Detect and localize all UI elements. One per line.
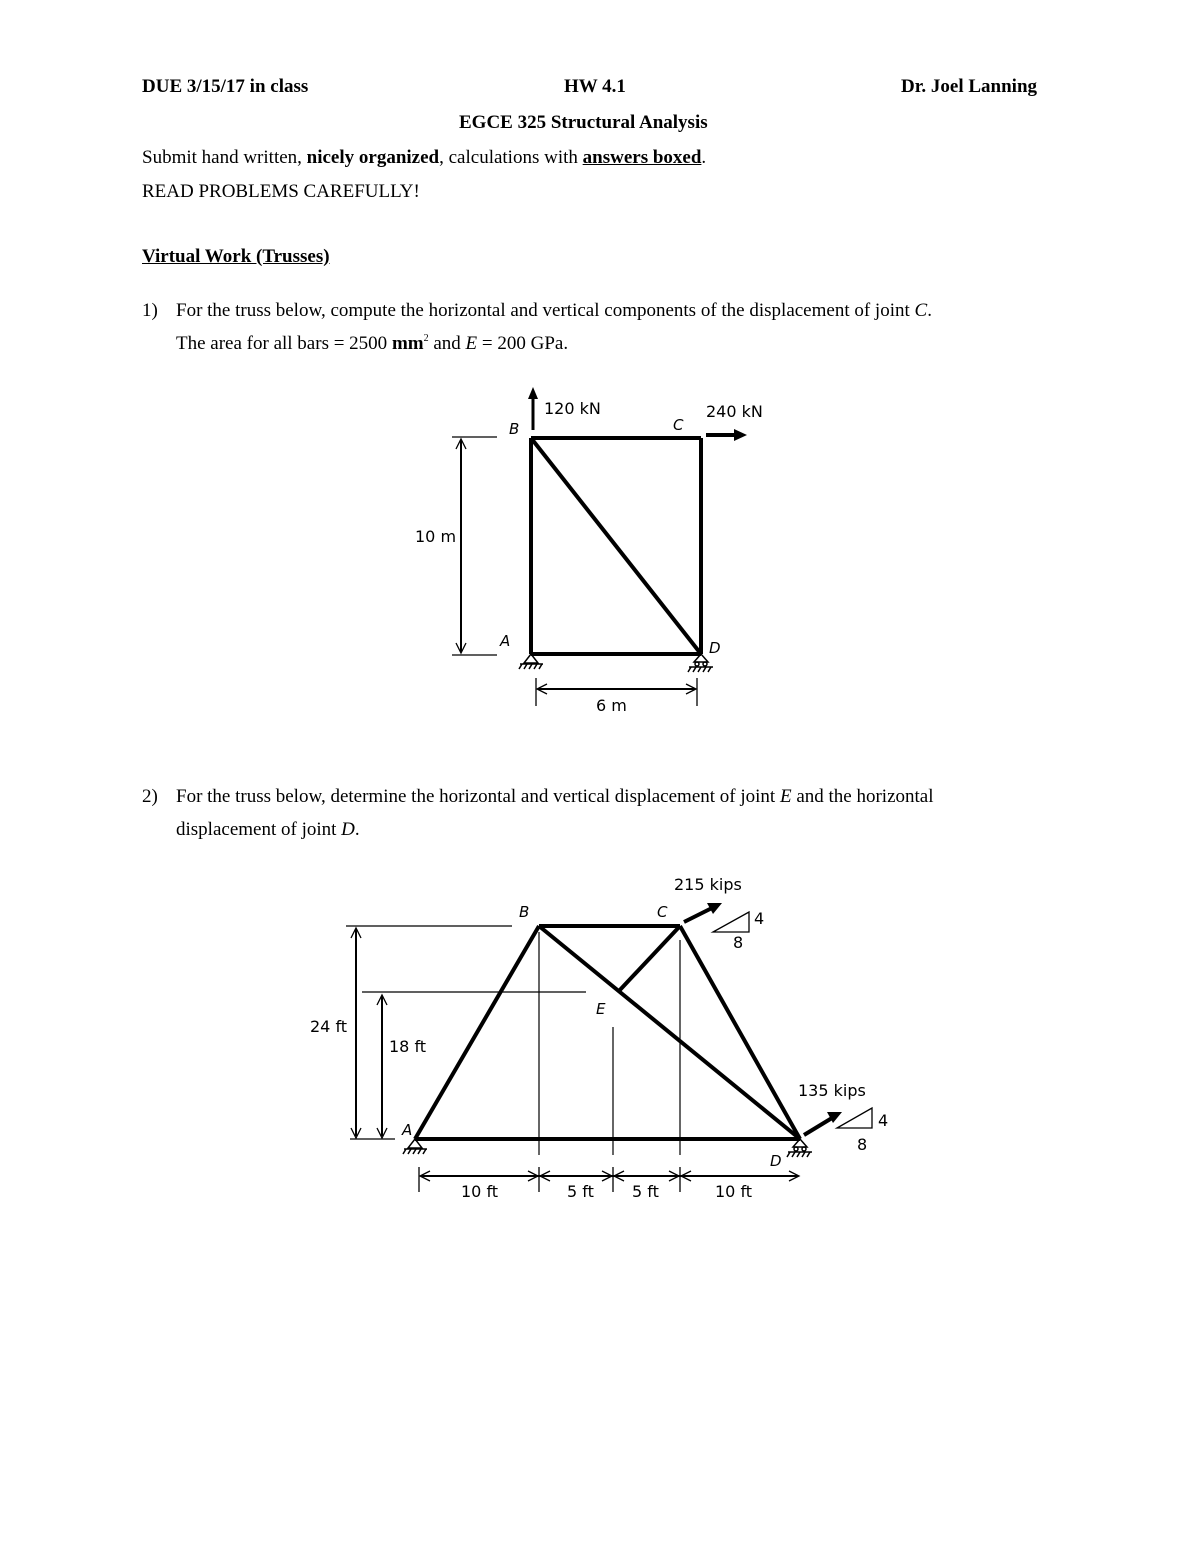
load-label-c: 215 kips [674,875,742,894]
due-date: DUE 3/15/17 in class [142,76,309,97]
member-ce [618,926,680,992]
truss-figure-1 [0,0,1200,760]
joint-ref: D [341,819,355,840]
slope-rise-d: 4 [878,1111,889,1130]
joint-label-a: A [500,632,511,650]
joint-ref: E [779,786,792,807]
member-bd [531,438,701,654]
roller-support-d [787,1139,812,1157]
dimension-label-1: 10 ft [461,1182,499,1201]
dimension-label-width: 6 m [596,696,627,715]
problem-text: . [927,300,932,321]
member-cd [680,926,800,1139]
member-ab [415,926,539,1139]
instruction-text: . [701,147,707,168]
variable: E [465,333,478,354]
problem-text: displacement of joint [176,819,342,840]
truss-figure-2 [0,860,1200,1220]
joint-label-c: C [673,416,684,434]
problem-2-line-1 [176,786,934,808]
dimension-label-height-e: 18 ft [389,1037,427,1056]
load-arrow-c [684,903,722,922]
dimension-label-height-total: 24 ft [310,1017,348,1036]
problem-text: and the horizontal [791,786,934,807]
joint-label-d: D [709,639,721,657]
dimension-label-4: 10 ft [715,1182,753,1201]
problem-text: The area for all bars = 2500 [176,333,392,354]
problem-text: For the truss below, determine the horizontal and vertical displacement of joint [176,786,780,807]
slope-run-c: 8 [733,933,744,952]
joint-label-e: E [596,1000,606,1018]
hw-number: HW 4.1 [564,76,626,97]
joint-label-c: C [657,903,668,921]
load-label-c: 240 kN [706,402,763,421]
unit: mm [391,333,424,354]
joint-label-b: B [519,903,530,921]
dimension-label-height: 10 m [415,527,457,546]
pin-support-a [403,1139,427,1154]
instruction-text: , calculations with [439,147,583,168]
joint-label-b: B [509,420,520,438]
problem-text: For the truss below, compute the horizontal and vertical components of the displacement of joint [176,300,915,321]
instruction-bold: nicely organized [306,147,440,168]
instructor: Dr. Joel Lanning [901,76,1038,97]
slope-run-d: 8 [857,1135,868,1154]
superscript: 2 [423,333,429,344]
load-arrow-b [528,387,538,430]
pin-support-a [519,654,543,669]
problem-2-line-2 [176,819,360,841]
problem-1-number: 1) [142,300,158,321]
dimension-height-1 [452,437,497,655]
problem-2-number: 2) [142,786,158,807]
joint-label-a: A [402,1121,413,1139]
slope-triangle-d [837,1108,872,1128]
slope-rise-c: 4 [754,909,765,928]
instruction-text: Submit hand written, [142,147,307,168]
course-title: EGCE 325 Structural Analysis [459,112,708,133]
section-title: Virtual Work (Trusses) [142,246,330,267]
dimension-label-3: 5 ft [632,1182,659,1201]
problem-text: = 200 GPa. [477,333,569,354]
instruction-line-2: READ PROBLEMS CAREFULLY! [142,181,420,202]
problem-text: and [428,333,466,354]
problem-text: . [354,819,360,840]
truss-1-members [531,438,701,654]
dimension-height-total [350,928,395,1139]
truss-2-members [415,926,800,1139]
load-label-b: 120 kN [544,399,601,418]
joint-label-d: D [770,1152,782,1170]
dimension-label-2: 5 ft [567,1182,594,1201]
slope-triangle-c [713,912,749,932]
load-arrow-d [804,1112,842,1135]
load-arrow-c [706,429,747,441]
instruction-underlined: answers boxed [582,147,702,168]
dimension-height-e [377,995,387,1138]
load-label-d: 135 kips [798,1081,866,1100]
member-bd [539,926,800,1139]
joint-ref: C [914,300,928,321]
